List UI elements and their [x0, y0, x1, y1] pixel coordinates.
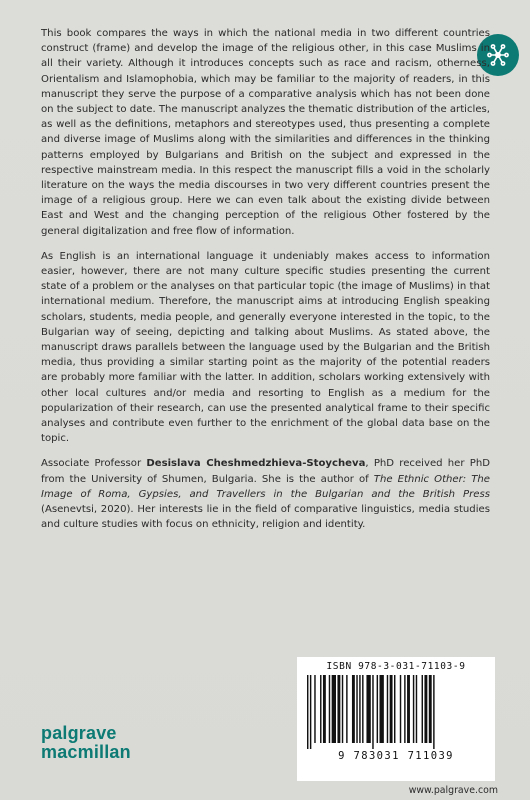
barcode-bar [342, 675, 343, 743]
isbn-label: ISBN 978-3-031-71103-9 [326, 661, 466, 672]
publisher-logo-line2: macmillan [41, 742, 131, 762]
barcode-bar [387, 675, 388, 743]
author-name: Desislava Cheshmedzhieva-Stoycheva [146, 458, 366, 470]
barcode-bar [394, 675, 395, 743]
barcode-bar [337, 675, 340, 743]
barcode-bar [310, 675, 311, 749]
barcode-bar [390, 675, 393, 743]
barcode-bar [362, 675, 363, 743]
barcode-bar [346, 675, 347, 743]
author-book-title: The Ethnic Other: The Image of Roma, Gypsies, and Travellers in the Bulgarian and the British Press [41, 473, 491, 500]
barcode [297, 657, 495, 781]
barcode-bar [404, 675, 405, 743]
isbn-digits: 9 783031 711039 [338, 750, 454, 762]
barcode-bar [323, 675, 326, 743]
author-prefix: Associate Professor [41, 458, 147, 470]
barcode-bar [433, 675, 434, 749]
barcode-bar [352, 675, 355, 743]
publisher-logo-line1: palgrave [41, 723, 117, 743]
barcode-bar [422, 675, 423, 743]
barcode-bar [407, 675, 410, 743]
barcode-bar [332, 675, 336, 743]
barcode-bar [380, 675, 384, 743]
barcode-bar [329, 675, 330, 743]
barcode-bar [320, 675, 321, 743]
blurb-text [41, 26, 490, 533]
barcode-bar [413, 675, 414, 743]
blurb-paragraph-1: This book compares the ways in which the national media in two different countries construct (frame) and develop the image of the religious other, in this case Muslims in all their variety. Although it introduces concepts such as race and racism, otherness, Orientalism and Islamophobia, which may be familiar to the majority of readers, in this manuscript they serve the purpose of a comparative analysis which has not been done on the subject to date. The manuscript analyzes the thematic distribution of the articles, as well as the definitions, metaphors and stereotypes used, thus presenting a complete and diverse image of Muslims along with the similarities and differences in the thinking patterns employed by Bulgarians and British on the subject and expressed in the respective mainstream media. In this respect the manuscript fills a void in the scholarly literature on the ways the media discourses in two very different countries present the image of a religious group. Here we can even talk about the existing divide between East and West and the changing perception of the religious Other fostered by the general digitalization and free flow of information. [41, 28, 490, 237]
author-suffix: (Asenevtsi, 2020). Her interests lie in the field of comparative linguistics, media studies and culture studies with focus on ethnicity, religion and identity. [41, 504, 490, 531]
barcode-bar [366, 675, 370, 743]
barcode-bar [400, 675, 401, 743]
barcode-bar [307, 675, 308, 749]
barcode-bar [359, 675, 360, 743]
publisher-logo [41, 724, 131, 761]
barcode-bar [356, 675, 357, 743]
author-bio [41, 456, 490, 532]
barcode-bar [372, 675, 373, 749]
barcode-bar [424, 675, 427, 743]
publisher-url: www.palgrave.com [408, 785, 498, 796]
barcode-bar [377, 675, 378, 743]
blurb-paragraph-2: As English is an international language it undeniably makes access to information easier, however, there are not many culture specific studies presenting the current state of a problem or the analyses on that particular topic (the image of Muslims) in that international medium. Therefore, the manuscript aims at introducing English speaking scholars, students, media people, and generally everyone interested in the topic, to the Bulgarian way of seeing, depicting and talking about Muslims. As stated above, the manuscript draws parallels between the language used by the Bulgarian and the British media, thus providing a similar starting point as the majority of the potential readers are probably more familiar with the latter. In addition, scholars working extensively with other local cultures and/or media and resorting to English as a medium for the popularization of their research, can use the presented analytical frame to their specific analyses and contribute even further to the enrichment of the global data base on the topic. [41, 250, 490, 445]
author-mid: , PhD received her PhD from the University of Shumen, Bulgaria. She is the author of [41, 458, 491, 485]
barcode-bar [314, 675, 315, 743]
barcode-bars [303, 675, 489, 749]
barcode-bar [429, 675, 432, 743]
barcode-bar [416, 675, 417, 743]
